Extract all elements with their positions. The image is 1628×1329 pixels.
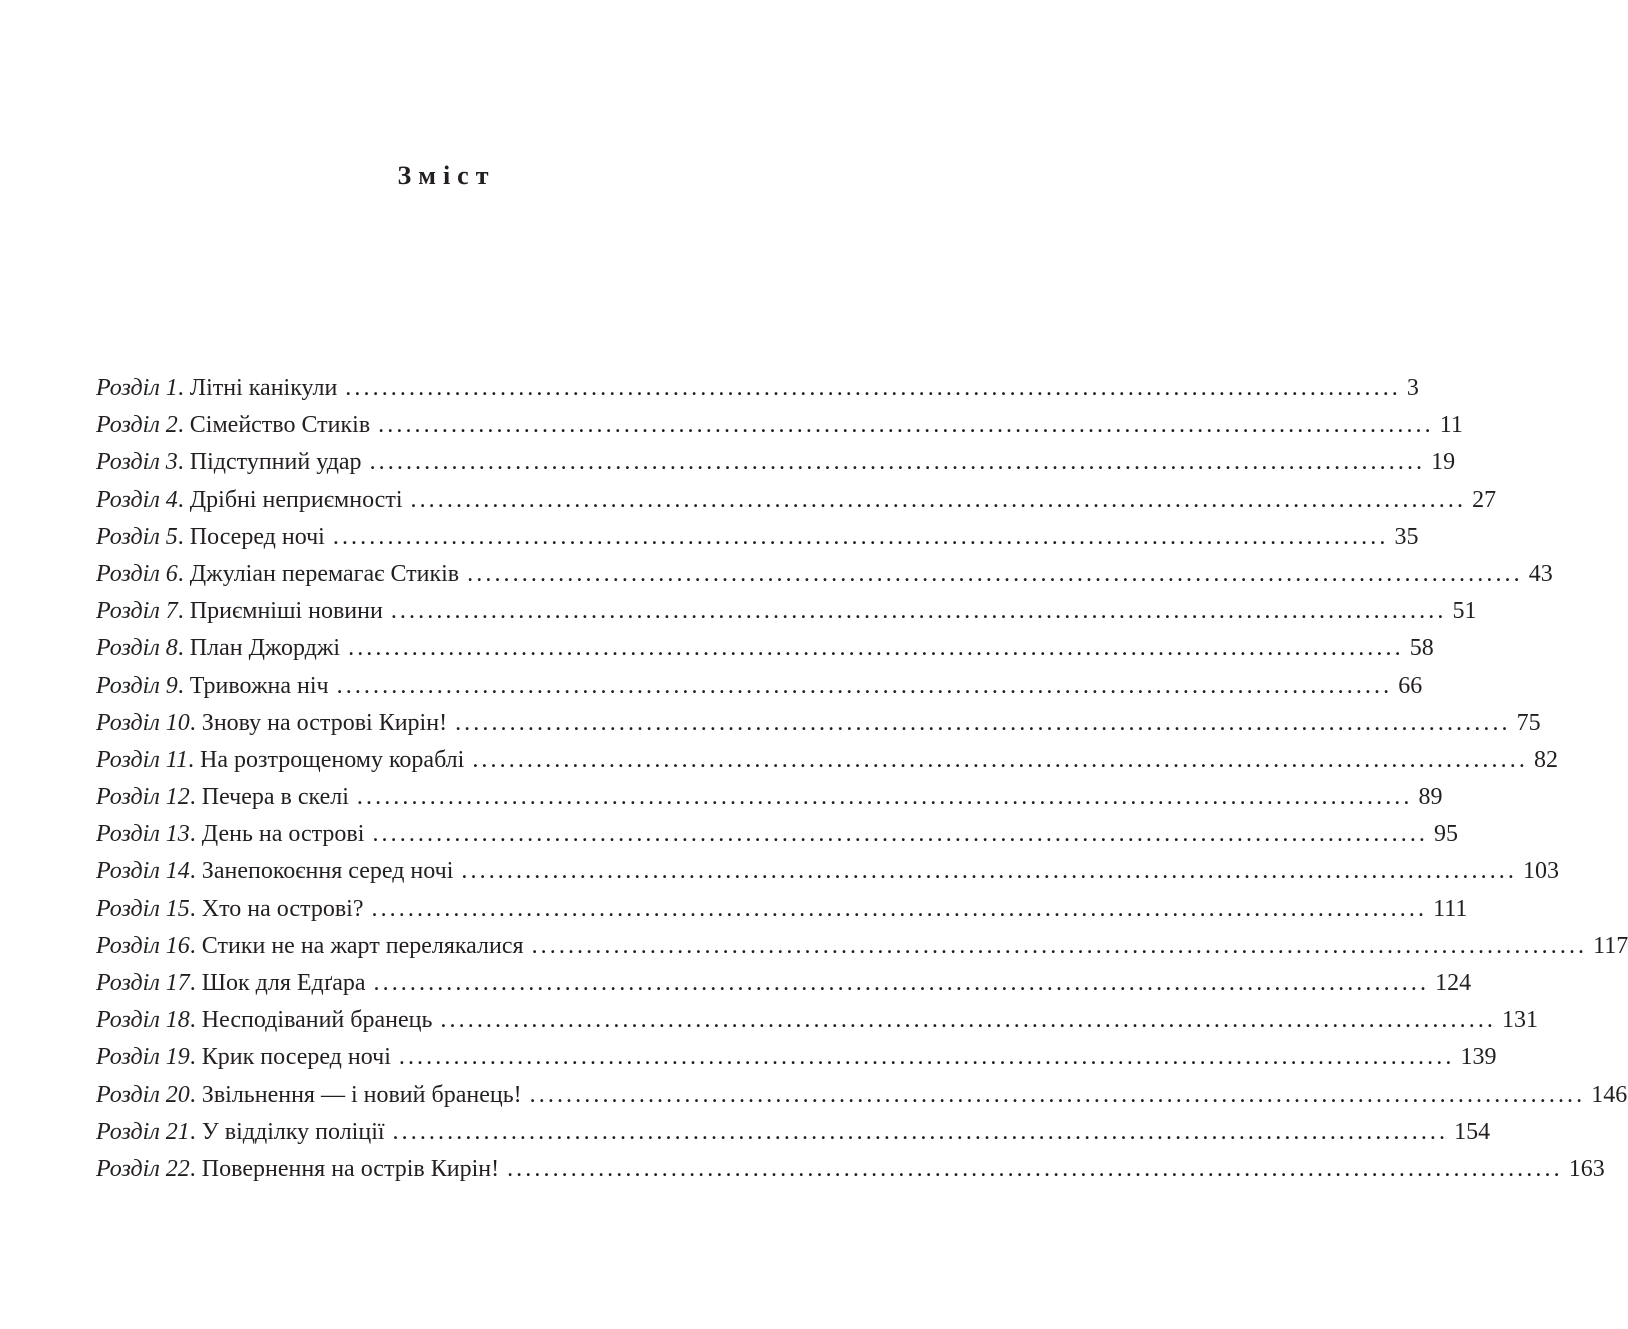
dot-leader: .................................................................................................................... <box>369 449 1426 476</box>
chapter-number: Розділ 11 <box>96 746 189 773</box>
dot-leader: .................................................................................................................... <box>373 970 1430 996</box>
page-number: 82 <box>1533 746 1558 773</box>
toc-entry: Розділ 21 . У відділку поліції .................................................................................................................... 154 <box>96 1114 756 1151</box>
dot-leader: .................................................................................................................... <box>372 821 1429 848</box>
dot-leader: .................................................................................................................... <box>356 784 1413 811</box>
chapter-title: Посеред ночі <box>189 523 325 550</box>
chapter-title: Джуліан перемагає Стиків <box>189 560 460 587</box>
table-of-contents <box>96 370 1628 1188</box>
chapter-number: Розділ 20 <box>96 1081 190 1108</box>
dot-leader: .................................................................................................................... <box>345 375 1401 401</box>
chapter-number: Розділ 19 <box>96 1044 190 1071</box>
chapter-number: Розділ 4 <box>96 486 178 513</box>
page-number: 117 <box>1593 932 1628 959</box>
dot-leader: .................................................................................................................... <box>455 709 1511 736</box>
chapter-title: Крик посеред ночі <box>201 1044 391 1071</box>
chapter-title: Дрібні неприємності <box>189 486 403 513</box>
page-number: 146 <box>1591 1081 1628 1108</box>
chapter-title: Літні канікули <box>189 375 338 401</box>
page-title: Зміст <box>397 161 496 191</box>
chapter-number: Розділ 5 <box>96 523 178 550</box>
page-number: 75 <box>1516 709 1541 736</box>
chapter-number: Розділ 1 <box>96 375 178 401</box>
page-number: 124 <box>1435 970 1472 996</box>
chapter-number: Розділ 3 <box>96 449 178 476</box>
dot-leader: .................................................................................................................... <box>507 1155 1563 1182</box>
page-number: 27 <box>1472 486 1497 513</box>
chapter-number: Розділ 6 <box>96 560 178 587</box>
chapter-number: Розділ 10 <box>96 709 190 736</box>
dot-leader: .................................................................................................................... <box>467 560 1523 587</box>
page-number: 95 <box>1434 821 1459 848</box>
chapter-title: У відділку поліції <box>201 1118 385 1145</box>
dot-leader: .................................................................................................................... <box>371 895 1428 922</box>
chapter-title: Занепокоєння серед ночі <box>201 858 454 885</box>
chapter-number: Розділ 22 <box>96 1155 190 1182</box>
chapter-title: Несподіваний бранець <box>201 1007 433 1034</box>
toc-entry: Розділ 15 . Хто на острові? .................................................................................................................... 111 <box>96 891 756 928</box>
toc-entry: Розділ 4 . Дрібні неприємності .................................................................................................................... 27 <box>96 482 756 519</box>
chapter-title: На розтрощеному кораблі <box>200 746 465 773</box>
chapter-number: Розділ 17 <box>96 970 190 996</box>
toc-entry: Розділ 19 . Крик посеред ночі .................................................................................................................... 139 <box>96 1039 756 1076</box>
toc-entry: Розділ 18 . Несподіваний бранець .................................................................................................................... 131 <box>96 1002 756 1039</box>
dot-leader: .................................................................................................................... <box>378 412 1434 439</box>
dot-leader: .................................................................................................................... <box>348 635 1404 662</box>
dot-leader: .................................................................................................................... <box>472 746 1528 773</box>
chapter-number: Розділ 13 <box>96 821 190 848</box>
toc-entry: Розділ 9 . Тривожна ніч .................................................................................................................... 66 <box>96 668 756 705</box>
toc-entry: Розділ 10 . Знову на острові Кирін! .................................................................................................................... 75 <box>96 705 756 742</box>
chapter-title: Тривожна ніч <box>189 672 329 699</box>
toc-entry: Розділ 6 . Джуліан перемагає Стиків .................................................................................................................... 43 <box>96 556 756 593</box>
chapter-number: Розділ 15 <box>96 895 190 922</box>
chapter-title: Сімейство Стиків <box>189 412 371 439</box>
page-number: 139 <box>1460 1044 1497 1071</box>
dot-leader: .................................................................................................................... <box>531 932 1588 959</box>
chapter-title: Підступний удар <box>189 449 362 476</box>
page-number: 19 <box>1431 449 1456 476</box>
toc-entry: Розділ 12 . Печера в скелі .................................................................................................................... 89 <box>96 779 756 816</box>
chapter-number: Розділ 16 <box>96 932 190 959</box>
toc-entry: Розділ 17 . Шок для Едґара .................................................................................................................... 124 <box>96 965 756 1002</box>
chapter-title: День на острові <box>201 821 365 848</box>
page-number: 89 <box>1418 784 1443 811</box>
toc-entry: Розділ 3 . Підступний удар .................................................................................................................... 19 <box>96 444 756 481</box>
dot-leader: .................................................................................................................... <box>336 672 1393 699</box>
toc-entry: Розділ 22 . Повернення на острів Кирін! .................................................................................................................... 163 <box>96 1151 756 1188</box>
chapter-number: Розділ 9 <box>96 672 178 699</box>
page-number: 154 <box>1454 1118 1491 1145</box>
page-number: 35 <box>1394 523 1419 550</box>
toc-entry: Розділ 7 . Приємніші новини .................................................................................................................... 51 <box>96 593 756 630</box>
page-number: 43 <box>1528 560 1553 587</box>
chapter-title: Печера в скелі <box>201 784 349 811</box>
toc-entry: Розділ 1 . Літні канікули .................................................................................................................... 3 <box>96 370 756 407</box>
toc-entry: Розділ 20 . Звільнення — і новий бранець! .................................................................................................................... 146 <box>96 1077 756 1114</box>
page-number: 66 <box>1398 672 1423 699</box>
chapter-title: Знову на острові Кирін! <box>201 709 448 736</box>
page-number: 3 <box>1406 375 1419 401</box>
chapter-title: Приємніші новини <box>189 598 383 625</box>
chapter-number: Розділ 14 <box>96 858 190 885</box>
dot-leader: .................................................................................................................... <box>398 1044 1455 1071</box>
toc-entry: Розділ 14 . Занепокоєння серед ночі .................................................................................................................... 103 <box>96 853 756 890</box>
chapter-title: Шок для Едґара <box>201 970 366 996</box>
page-number: 58 <box>1409 635 1434 662</box>
dot-leader: .................................................................................................................... <box>529 1081 1586 1108</box>
page-number: 103 <box>1523 858 1559 885</box>
chapter-title: Хто на острові? <box>201 895 364 922</box>
toc-entry: Розділ 8 . План Джорджі .................................................................................................................... 58 <box>96 630 756 667</box>
chapter-title: Стики не на жарт перелякалися <box>201 932 524 959</box>
page-number: 11 <box>1439 412 1463 439</box>
chapter-title: Повернення на острів Кирін! <box>201 1155 500 1182</box>
dot-leader: .................................................................................................................... <box>410 486 1467 513</box>
page-number: 111 <box>1433 895 1468 922</box>
page-number: 51 <box>1452 598 1477 625</box>
chapter-number: Розділ 21 <box>96 1118 190 1145</box>
page-number: 163 <box>1568 1155 1605 1182</box>
chapter-title: План Джорджі <box>189 635 341 662</box>
dot-leader: .................................................................................................................... <box>461 858 1517 885</box>
toc-entry: Розділ 11 . На розтрощеному кораблі .................................................................................................................... 82 <box>96 742 756 779</box>
chapter-number: Розділ 18 <box>96 1007 190 1034</box>
dot-leader: .................................................................................................................... <box>392 1118 1449 1145</box>
toc-entry: Розділ 5 . Посеред ночі .................................................................................................................... 35 <box>96 519 756 556</box>
dot-leader: .................................................................................................................... <box>332 523 1389 550</box>
chapter-title: Звільнення — і новий бранець! <box>201 1081 522 1108</box>
toc-entry: Розділ 13 . День на острові .................................................................................................................... 95 <box>96 816 756 853</box>
page-number: 131 <box>1502 1007 1539 1034</box>
dot-leader: .................................................................................................................... <box>390 598 1447 625</box>
chapter-number: Розділ 2 <box>96 412 178 439</box>
chapter-number: Розділ 8 <box>96 635 178 662</box>
toc-entry: Розділ 16 . Стики не на жарт перелякалися .................................................................................................................... 117 <box>96 928 756 965</box>
chapter-number: Розділ 12 <box>96 784 190 811</box>
dot-leader: .................................................................................................................... <box>440 1007 1497 1034</box>
toc-entry: Розділ 2 . Сімейство Стиків .................................................................................................................... 11 <box>96 407 756 444</box>
chapter-number: Розділ 7 <box>96 598 178 625</box>
